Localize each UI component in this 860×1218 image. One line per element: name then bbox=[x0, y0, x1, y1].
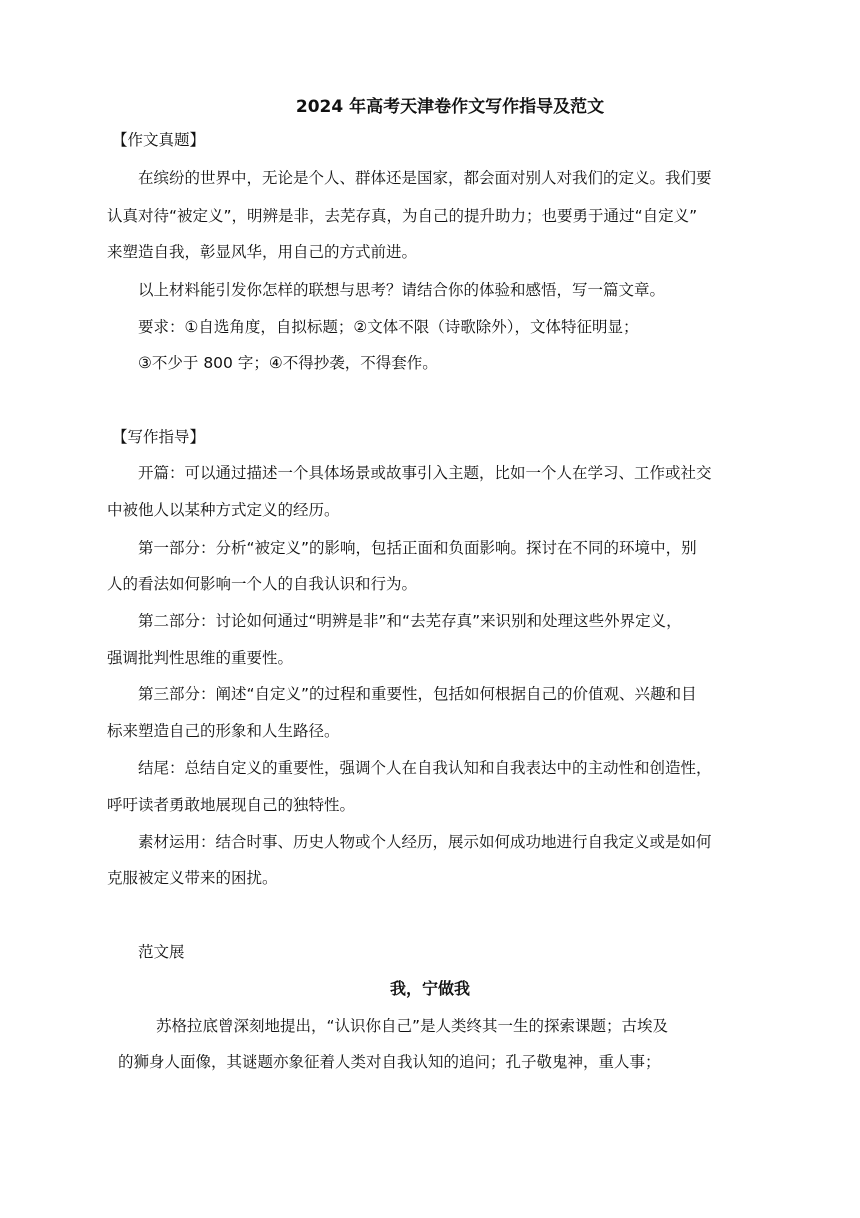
essay-line: 苏格拉底曾深刻地提出，“认识你自己”是人类终其一生的探索课题；古埃及 bbox=[156, 1017, 669, 1035]
document-title: 2024 年高考天津卷作文写作指导及范文 bbox=[295, 97, 605, 117]
sample-heading: 范文展 bbox=[138, 943, 185, 961]
guide-line: 标来塑造自己的形象和人生路径。 bbox=[107, 722, 340, 740]
guide-line: 中被他人以某种方式定义的经历。 bbox=[107, 501, 340, 519]
guide-line: 强调批判性思维的重要性。 bbox=[107, 649, 294, 667]
prompt-line: 以上材料能引发你怎样的联想与思考？请结合你的体验和感悟，写一篇文章。 bbox=[138, 281, 666, 299]
prompt-heading: 【作文真题】 bbox=[112, 131, 206, 149]
requirements-line: 要求：①自选角度，自拟标题；②文体不限（诗歌除外），文体特征明显； bbox=[138, 318, 639, 336]
guide-line: 第二部分：讨论如何通过“明辨是非”和“去芜存真”来识别和处理这些外界定义， bbox=[138, 612, 682, 630]
guide-line: 呼吁读者勇敢地展现自己的独特性。 bbox=[107, 796, 356, 814]
guide-line: 开篇：可以通过描述一个具体场景或故事引入主题，比如一个人在学习、工作或社交 bbox=[138, 464, 712, 482]
prompt-line: 来塑造自我，彰显风华，用自己的方式前进。 bbox=[107, 243, 418, 261]
requirements-line: ③不少于 800 字；④不得抄袭，不得套作。 bbox=[138, 354, 438, 372]
essay-title: 我，宁做我 bbox=[389, 979, 470, 998]
guide-line: 第三部分：阐述“自定义”的过程和重要性，包括如何根据自己的价值观、兴趣和目 bbox=[138, 685, 697, 703]
guide-line: 结尾：总结自定义的重要性，强调个人在自我认知和自我表达中的主动性和创造性， bbox=[138, 759, 712, 777]
guide-line: 素材运用：结合时事、历史人物或个人经历，展示如何成功地进行自我定义或是如何 bbox=[138, 833, 712, 851]
essay-line: 的狮身人面像，其谜题亦象征着人类对自我认知的追问；孔子敬鬼神，重人事； bbox=[118, 1053, 661, 1071]
prompt-line: 认真对待“被定义”，明辨是非，去芜存真，为自己的提升助力；也要勇于通过“自定义” bbox=[107, 207, 698, 225]
guide-line: 第一部分：分析“被定义”的影响，包括正面和负面影响。探讨在不同的环境中，别 bbox=[138, 539, 697, 557]
prompt-line: 在缤纷的世界中，无论是个人、群体还是国家，都会面对别人对我们的定义。我们要 bbox=[138, 169, 712, 187]
guide-line: 克服被定义带来的困扰。 bbox=[107, 869, 278, 887]
guide-heading: 【写作指导】 bbox=[112, 428, 206, 446]
guide-line: 人的看法如何影响一个人的自我认识和行为。 bbox=[107, 575, 418, 593]
